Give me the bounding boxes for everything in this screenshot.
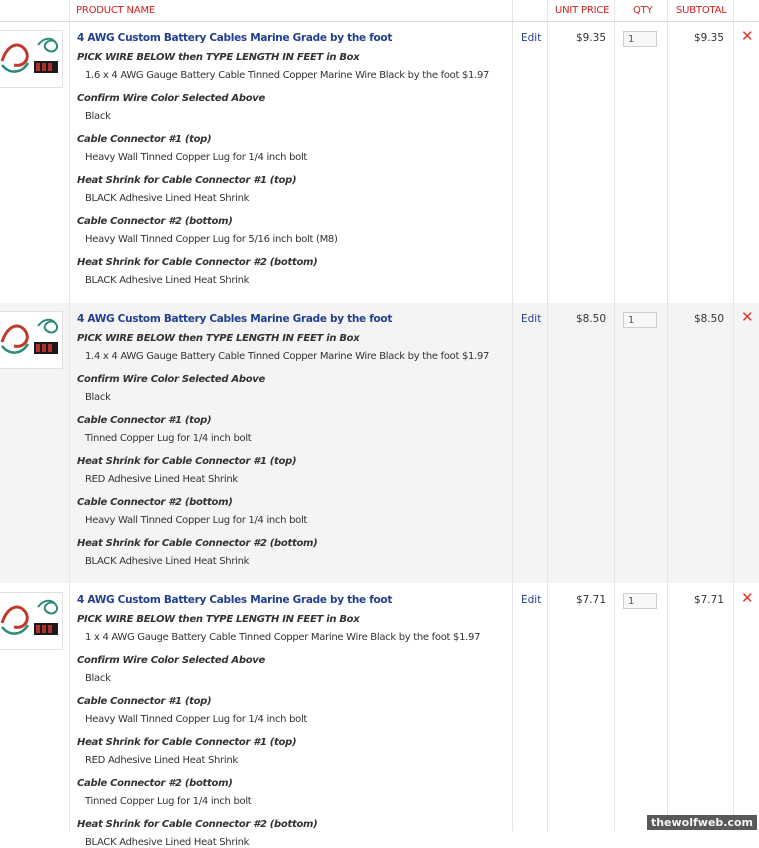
- remove-item-close-icon[interactable]: ✕: [741, 27, 754, 45]
- option-value: BLACK Adhesive Lined Heat Shrink: [85, 837, 250, 848]
- option-value: RED Adhesive Lined Heat Shrink: [85, 474, 238, 485]
- product-name-link[interactable]: 4 AWG Custom Battery Cables Marine Grade by the foot: [77, 32, 393, 44]
- edit-item-link[interactable]: Edit: [521, 32, 542, 44]
- watermark: thewolfweb.com: [647, 815, 757, 830]
- option-label: Confirm Wire Color Selected Above: [77, 93, 266, 104]
- option-value: Heavy Wall Tinned Copper Lug for 5/16 inch bolt (M8): [85, 234, 338, 245]
- option-label: Heat Shrink for Cable Connector #2 (bottom): [77, 819, 318, 830]
- product-thumbnail[interactable]: [0, 30, 63, 88]
- option-label: Heat Shrink for Cable Connector #2 (bottom): [77, 538, 318, 549]
- option-label: Cable Connector #1 (top): [77, 696, 212, 707]
- option-value: Heavy Wall Tinned Copper Lug for 1/4 inch bolt: [85, 152, 308, 163]
- option-value: Black: [85, 392, 111, 403]
- column-divider: [512, 0, 513, 831]
- product-name-link[interactable]: 4 AWG Custom Battery Cables Marine Grade by the foot: [77, 313, 393, 325]
- option-label: Confirm Wire Color Selected Above: [77, 374, 266, 385]
- cart-item-row: [0, 584, 759, 848]
- option-value: Tinned Copper Lug for 1/4 inch bolt: [85, 796, 252, 807]
- cart-item-row: [0, 22, 759, 302]
- option-label: Heat Shrink for Cable Connector #1 (top): [77, 737, 297, 748]
- product-name-link[interactable]: 4 AWG Custom Battery Cables Marine Grade by the foot: [77, 594, 393, 606]
- option-value: Black: [85, 111, 111, 122]
- item-subtotal: $7.71: [693, 594, 724, 606]
- option-label: Cable Connector #1 (top): [77, 134, 212, 145]
- option-label: PICK WIRE BELOW then TYPE LENGTH IN FEET in Box: [77, 614, 360, 625]
- quantity-input[interactable]: [623, 312, 657, 328]
- option-label: Cable Connector #1 (top): [77, 415, 212, 426]
- column-divider: [667, 0, 668, 831]
- cart-item-row: [0, 303, 759, 583]
- option-value: Black: [85, 673, 111, 684]
- header-unit-price: UNIT PRICE: [555, 5, 610, 16]
- header-product-name: PRODUCT NAME: [76, 5, 156, 16]
- quantity-input[interactable]: [623, 31, 657, 47]
- product-thumbnail[interactable]: [0, 592, 63, 650]
- unit-price: $9.35: [575, 32, 606, 44]
- remove-item-close-icon[interactable]: ✕: [741, 308, 754, 326]
- unit-price: $7.71: [575, 594, 606, 606]
- option-value: BLACK Adhesive Lined Heat Shrink: [85, 275, 250, 286]
- option-label: Confirm Wire Color Selected Above: [77, 655, 266, 666]
- option-value: 1.4 x 4 AWG Gauge Battery Cable Tinned Copper Marine Wire Black by the foot $1.97: [85, 351, 490, 362]
- option-value: RED Adhesive Lined Heat Shrink: [85, 755, 238, 766]
- item-subtotal: $8.50: [693, 313, 724, 325]
- option-label: Cable Connector #2 (bottom): [77, 216, 233, 227]
- option-label: Cable Connector #2 (bottom): [77, 778, 233, 789]
- option-value: BLACK Adhesive Lined Heat Shrink: [85, 556, 250, 567]
- cart-table-header: [0, 0, 759, 22]
- item-subtotal: $9.35: [693, 32, 724, 44]
- quantity-input[interactable]: [623, 593, 657, 609]
- option-label: PICK WIRE BELOW then TYPE LENGTH IN FEET in Box: [77, 333, 360, 344]
- option-label: Heat Shrink for Cable Connector #1 (top): [77, 456, 297, 467]
- option-label: Heat Shrink for Cable Connector #1 (top): [77, 175, 297, 186]
- column-divider: [69, 0, 70, 831]
- header-qty: QTY: [633, 5, 653, 16]
- option-value: 1.6 x 4 AWG Gauge Battery Cable Tinned Copper Marine Wire Black by the foot $1.97: [85, 70, 490, 81]
- column-divider: [733, 0, 734, 831]
- option-value: Tinned Copper Lug for 1/4 inch bolt: [85, 433, 252, 444]
- edit-item-link[interactable]: Edit: [521, 594, 542, 606]
- header-subtotal: SUBTOTAL: [676, 5, 727, 16]
- option-value: Heavy Wall Tinned Copper Lug for 1/4 inch bolt: [85, 515, 308, 526]
- option-label: PICK WIRE BELOW then TYPE LENGTH IN FEET in Box: [77, 52, 360, 63]
- option-value: Heavy Wall Tinned Copper Lug for 1/4 inch bolt: [85, 714, 308, 725]
- column-divider: [547, 0, 548, 831]
- remove-item-close-icon[interactable]: ✕: [741, 589, 754, 607]
- column-divider: [614, 0, 615, 831]
- edit-item-link[interactable]: Edit: [521, 313, 542, 325]
- option-value: BLACK Adhesive Lined Heat Shrink: [85, 193, 250, 204]
- option-value: 1 x 4 AWG Gauge Battery Cable Tinned Copper Marine Wire Black by the foot $1.97: [85, 632, 481, 643]
- option-label: Heat Shrink for Cable Connector #2 (bottom): [77, 257, 318, 268]
- option-label: Cable Connector #2 (bottom): [77, 497, 233, 508]
- unit-price: $8.50: [575, 313, 606, 325]
- product-thumbnail[interactable]: [0, 311, 63, 369]
